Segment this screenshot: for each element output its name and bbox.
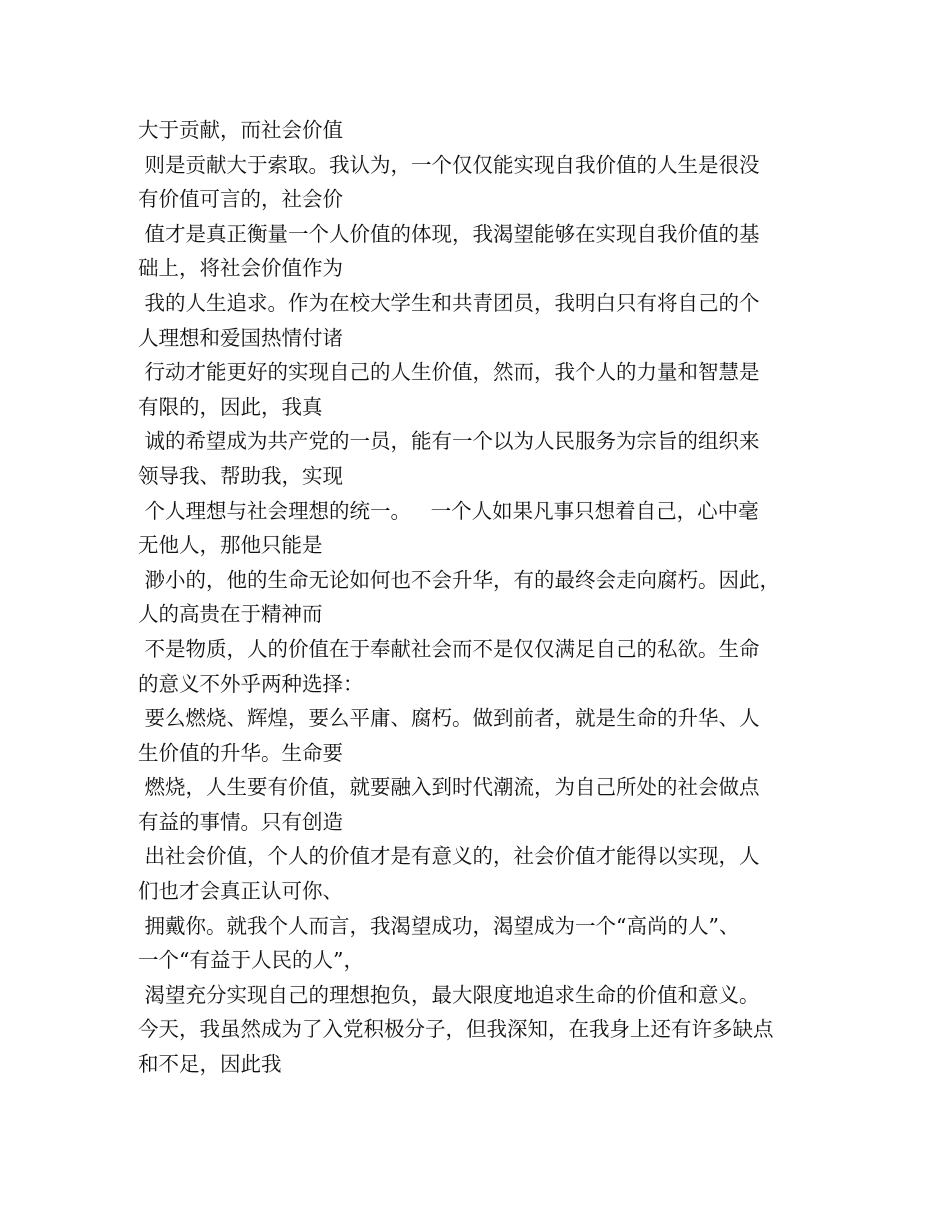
text-line: 人理想和爱国热情付诸 bbox=[138, 325, 343, 350]
text-line: 无他人，那他只能是 bbox=[138, 533, 323, 558]
text-line: 我的人生追求。作为在校大学生和共青团员，我明白只有将自己的个 bbox=[138, 290, 760, 315]
text-line: 领导我、帮助我，实现 bbox=[138, 463, 343, 488]
document-body bbox=[138, 113, 828, 1082]
text-line: 渺小的，他的生命无论如何也不会升华，有的最终会走向腐朽。因此， bbox=[138, 567, 781, 592]
text-line: 和不足，因此我 bbox=[138, 1052, 282, 1077]
text-line: 诚的希望成为共产党的一员，能有一个以为人民服务为宗旨的组织来 bbox=[138, 429, 760, 454]
text-line: 们也才会真正认可你、 bbox=[138, 879, 343, 904]
text-line: 行动才能更好的实现自己的人生价值，然而，我个人的力量和智慧是 bbox=[138, 360, 760, 385]
text-line: 有限的，因此，我真 bbox=[138, 394, 323, 419]
text-line: 有益的事情。只有创造 bbox=[138, 809, 343, 834]
text-line: 今天，我虽然成为了入党积极分子，但我深知，在我身上还有许多缺点 bbox=[138, 1017, 774, 1042]
text-line: 渴望充分实现自己的理想抱负，最大限度地追求生命的价值和意义。 bbox=[138, 982, 760, 1007]
text-line: 大于贡献，而社会价值 bbox=[138, 118, 343, 142]
text-line: 燃烧，人生要有价值，就要融入到时代潮流，为自己所处的社会做点 bbox=[138, 775, 760, 800]
text-line: 出社会价值，个人的价值才是有意义的，社会价值才能得以实现，人 bbox=[138, 844, 760, 869]
text-line: 要么燃烧、辉煌，要么平庸、腐朽。做到前者，就是生命的升华、人 bbox=[138, 706, 760, 731]
text-line: 人的高贵在于精神而 bbox=[138, 602, 323, 627]
text-line: 则是贡献大于索取。我认为，一个仅仅能实现自我价值的人生是很没 bbox=[138, 152, 760, 177]
text-line: 值才是真正衡量一个人价值的体现，我渴望能够在实现自我价值的基 bbox=[138, 221, 760, 246]
text-line: 不是物质，人的价值在于奉献社会而不是仅仅满足自己的私欲。生命 bbox=[138, 636, 760, 661]
text-line: 生价值的升华。生命要 bbox=[138, 740, 343, 765]
text-line: 有价值可言的，社会价 bbox=[138, 187, 343, 212]
text-line: 础上，将社会价值作为 bbox=[138, 256, 343, 281]
text-line: 拥戴你。就我个人而言，我渴望成功，渴望成为一个“高尚的人”、 bbox=[138, 913, 740, 938]
text-line: 个人理想与社会理想的统一。 一个人如果凡事只想着自己，心中毫 bbox=[138, 498, 759, 523]
text-line: 一个“有益于人民的人”， bbox=[138, 948, 364, 973]
text-line: 的意义不外乎两种选择： bbox=[138, 671, 364, 696]
